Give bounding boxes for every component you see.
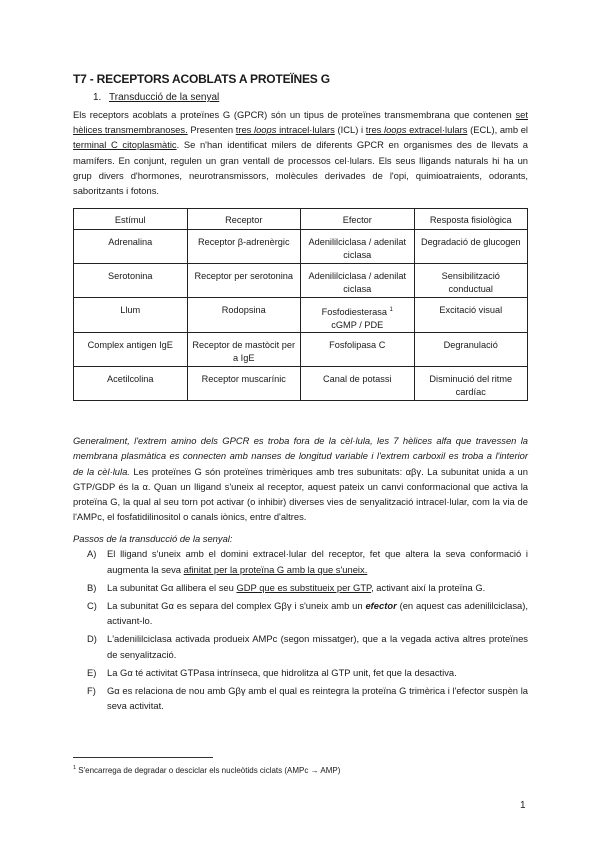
intro-text: (ECL), amb el: [467, 124, 529, 136]
table-cell: Fosfolipasa C: [301, 333, 415, 367]
list-item: B) La subunitat Gα allibera el seu GDP que es substitueix per GTP, activant així la proteïna G.: [87, 581, 486, 593]
steps-title: Passos de la transducció de la senyal:: [73, 533, 233, 545]
list-item: F) Gα es relaciona de nou amb Gβγ amb el qual es reintegra la proteïna G trimèrica i l'efector suspèn la seva activitat.: [87, 685, 528, 712]
pde-label: Fosfodiesterasa: [321, 307, 387, 318]
table-cell: Degranulació: [414, 333, 528, 367]
footnote: [73, 765, 340, 775]
table-cell: Adenililciclasa / adenilat ciclasa: [301, 230, 415, 264]
table-cell: Acetilcolina: [74, 367, 188, 401]
intro-underline-helices: set hèlices transmembranoses.: [73, 109, 528, 136]
footnote-ref: 1: [389, 307, 393, 314]
footnote-divider: [73, 757, 213, 758]
table-row: [74, 230, 528, 264]
list-item: A) El lligand s'uneix amb el domini extracel·lular del receptor, fet que altera la seva conformació i augmenta la seva afinitat per la proteïna G amb la que s'uneix.: [87, 548, 528, 575]
document-title: T7 - RECEPTORS ACOBLATS A PROTEÏNES G: [73, 72, 330, 86]
list-item: D) L'adenililciclasa activada produeix AMPc (segon missatger), que a la vegada activa altres proteïnes de senyalització.: [87, 633, 528, 660]
table-header: Estímul: [74, 209, 188, 230]
table-cell: Excitació visual: [414, 298, 528, 333]
table-cell: Rodopsina: [187, 298, 301, 333]
table-cell: Adenililciclasa / adenilat ciclasa: [301, 264, 415, 298]
table-cell: Degradació de glucogen: [414, 230, 528, 264]
table-cell: Receptor β-adrenèrgic: [187, 230, 301, 264]
table-cell: [301, 298, 415, 333]
paragraph-italic: Generalment, l'extrem amino dels GPCR es troba fora de la cèl·lula, les 7 hèlices alfa que travessen la membrana plasmàtica es connecten amb nanses de longitud variable i l'extrem carboxil es troba a l'interior de la cèl·lula.: [73, 435, 528, 477]
intro-underline-icl: tres loops intracel·lulars: [235, 124, 335, 136]
table-header: Receptor: [187, 209, 301, 230]
table-cell: Receptor muscarínic: [187, 367, 301, 401]
steps-list: [73, 546, 528, 713]
table-cell: Sensibilització conductual: [414, 264, 528, 298]
intro-paragraph: [73, 107, 528, 198]
table-cell: Adrenalina: [74, 230, 188, 264]
table-cell: Llum: [74, 298, 188, 333]
list-item: E) La Gα té activitat GTPasa intrínseca, que hidrolitza al GTP unit, fet que la desactiva.: [87, 666, 457, 678]
intro-text: Presenten: [187, 124, 236, 136]
document-page: [73, 72, 528, 716]
table-row: [74, 264, 528, 298]
section-heading: [93, 92, 528, 103]
intro-text: . Se n'han identificat milers de diferents GPCR en organismes des de llevats a mamífers. En conjunt, regulen un gran ventall de processos cel·lulars. Els seus lligands naturals hi ha un grup divers d'hormones, neurotransmissors, molècules derivades de l'opi, quimioatraients, odorants, saboritzants i fotons.: [73, 139, 528, 197]
intro-underline-terminal: terminal C citoplasmàtic: [73, 139, 177, 151]
section-label: Transducció de la senyal: [109, 92, 220, 103]
table-header: Efector: [301, 209, 415, 230]
table-row: [74, 367, 528, 401]
table-cell: Complex antigen IgE: [74, 333, 188, 367]
footnote-number: 1: [73, 765, 77, 771]
list-item: C) La subunitat Gα es separa del complex Gβγ i s'uneix amb un efector (en aquest cas adenililciclasa), activant-lo.: [87, 600, 528, 627]
gpcr-table: [73, 208, 528, 401]
intro-text: Els receptors acoblats a proteïnes G (GPCR) són un tipus de proteïnes transmembrana que contenen: [73, 109, 516, 120]
paragraph-text: Les proteïnes G són proteïnes trimèriques amb tres subunitats: αβγ. La subunitat unida a un GTP/GDP és la α. Quan un lligand s'uneix al receptor, aquest pateix un canvi conformacional que activa la proteïna G, la qual al seu torn pot activar (o inhibir) diverses vies de senyalització intracel·lular, com la via de l'AMPc, el fosfatidilinositol o canals iònics, entre d'altres.: [73, 465, 528, 523]
table-header: Resposta fisiològica: [414, 209, 528, 230]
table-row: [74, 298, 528, 333]
table-row: [74, 333, 528, 367]
section-number: 1.: [93, 92, 102, 103]
intro-underline-ecl: tres loops extracel·lulars: [365, 124, 468, 136]
table-cell: Receptor per serotonina: [187, 264, 301, 298]
intro-text: (ICL) i: [334, 124, 366, 136]
gpcr-structure-paragraph: [73, 433, 528, 524]
table-cell: Canal de potassi: [301, 367, 415, 401]
page-number: 1: [520, 800, 526, 811]
table-header-row: [74, 209, 528, 230]
pde-line2: cGMP / PDE: [331, 320, 384, 331]
table-cell: Serotonina: [74, 264, 188, 298]
table-cell: Disminució del ritme cardíac: [414, 367, 528, 401]
footnote-text: S'encarrega de degradar o desciclar els nucleòtids ciclats (AMPc → AMP): [78, 766, 341, 775]
table-cell: Receptor de mastòcit per a IgE: [187, 333, 301, 367]
